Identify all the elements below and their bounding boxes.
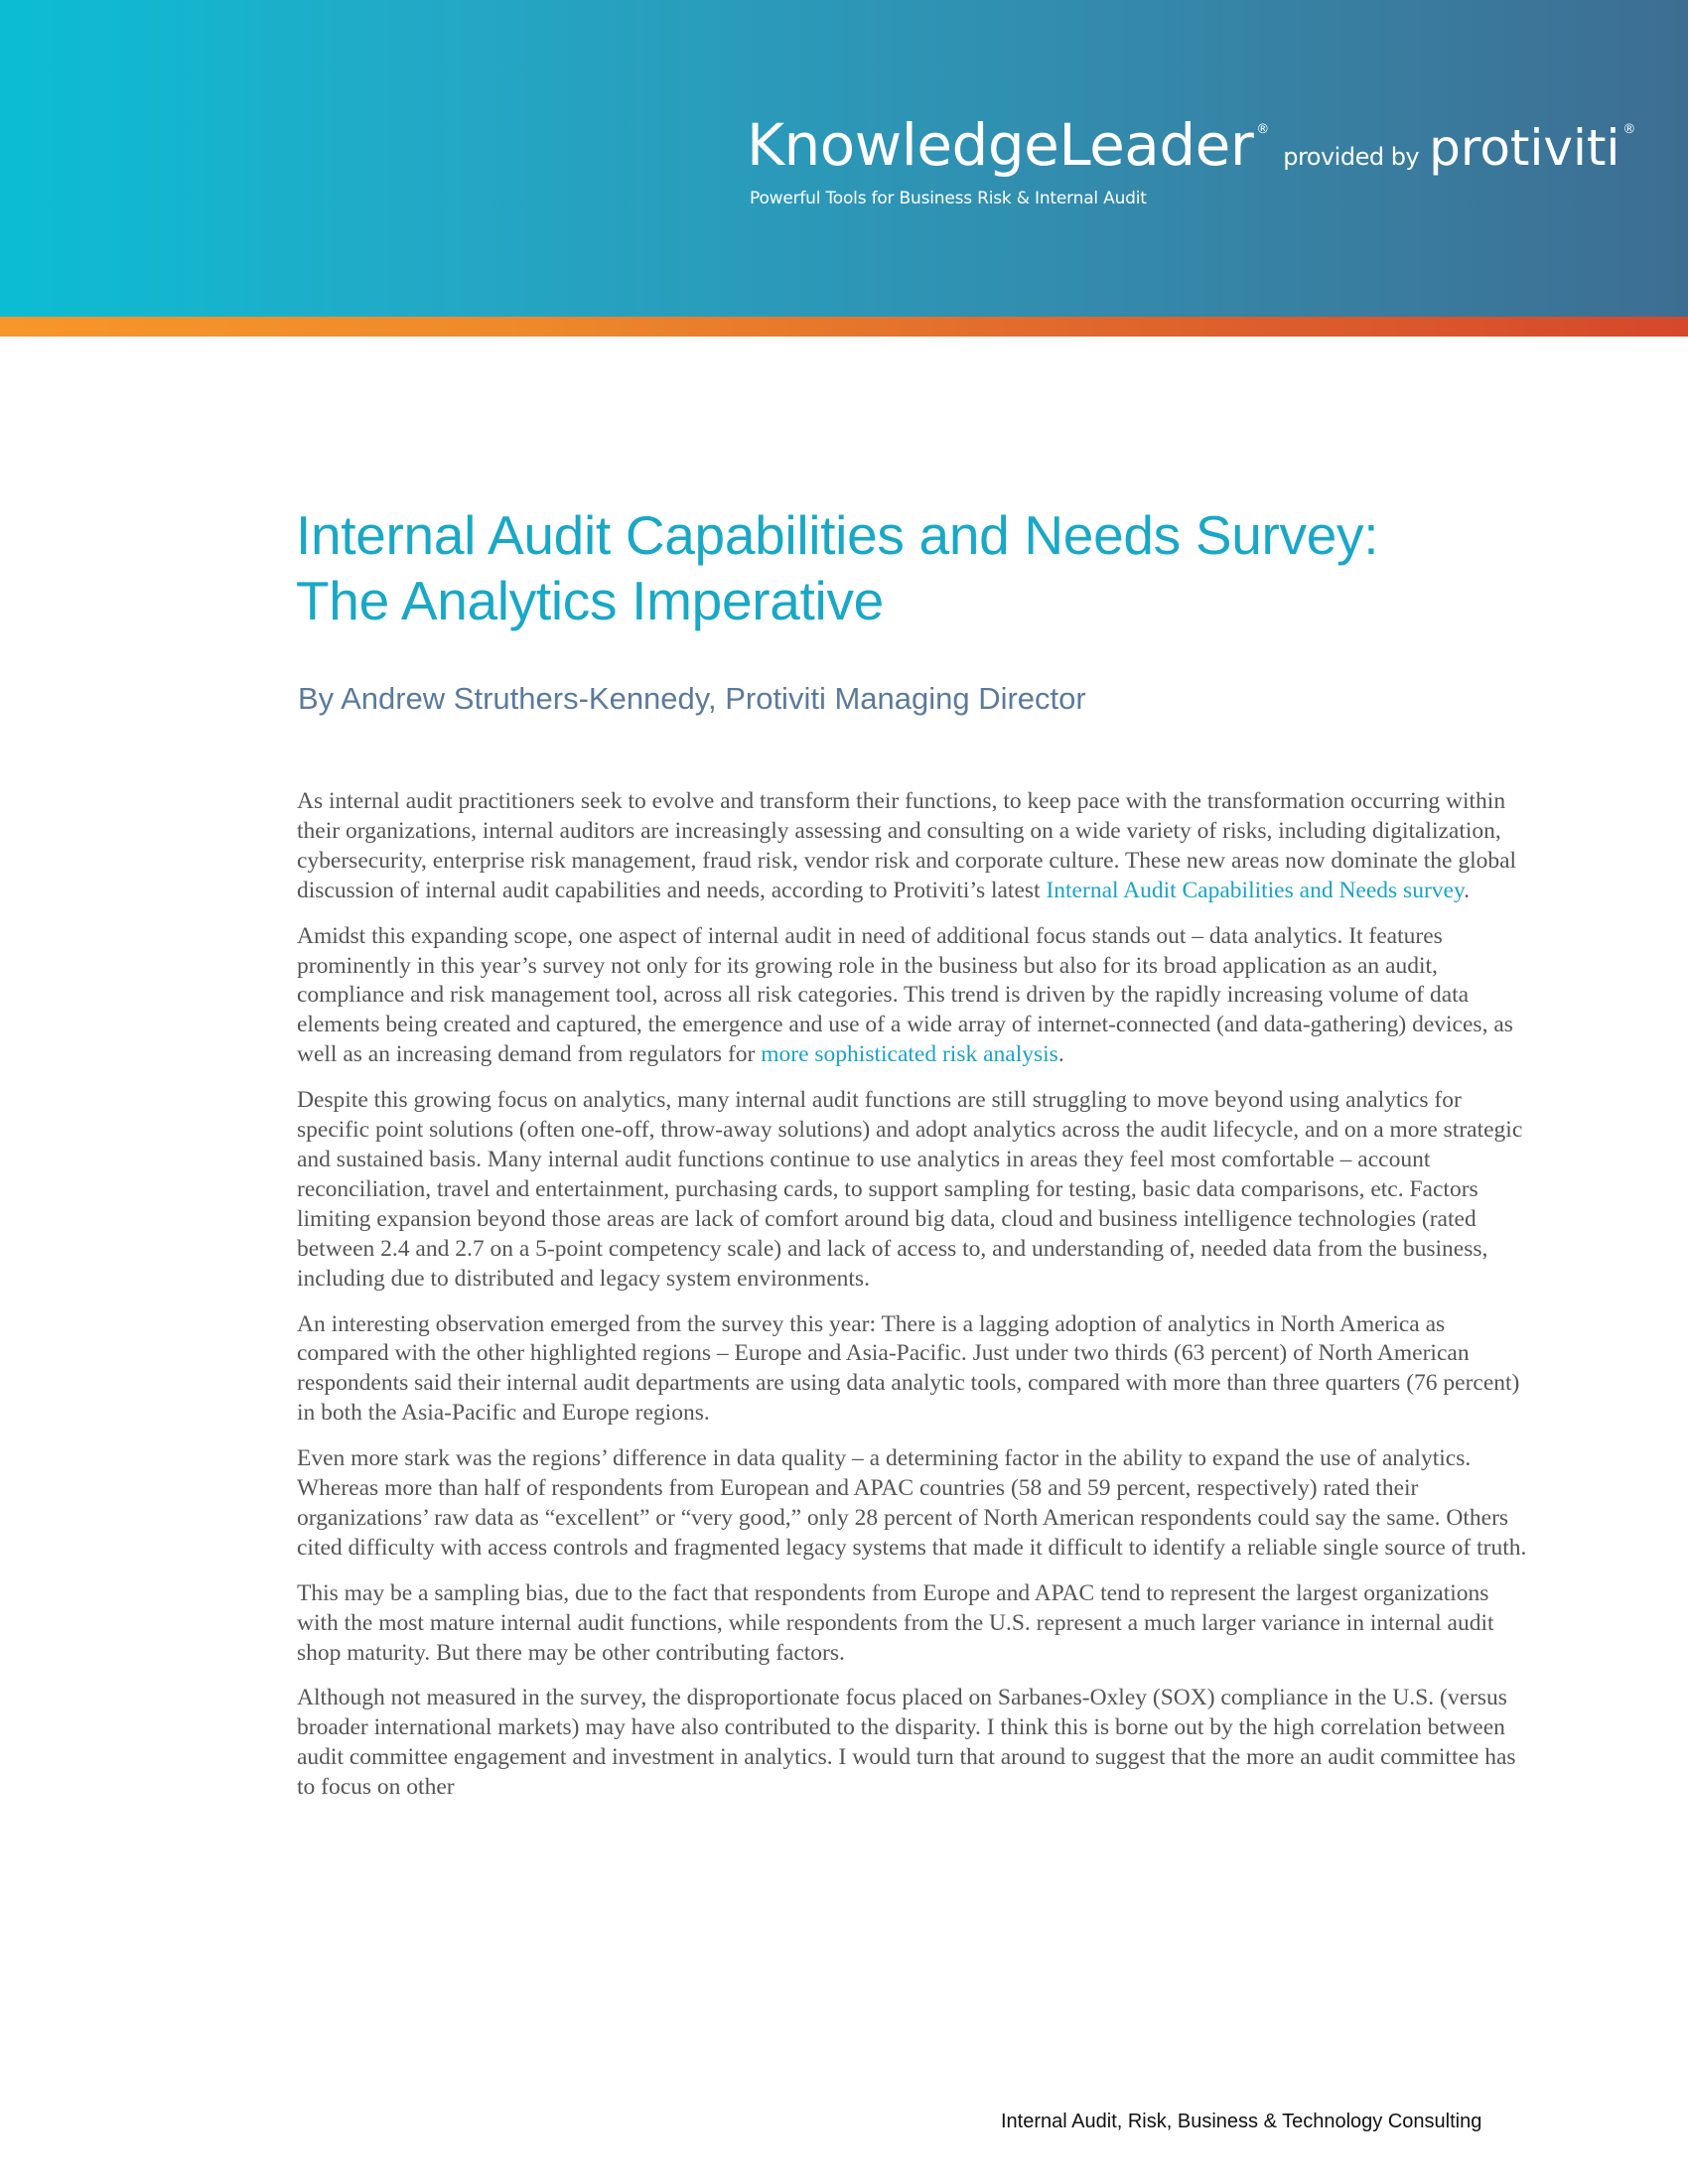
survey-link[interactable]: Internal Audit Capabilities and Needs survey [1046,877,1465,903]
paragraph-text: . [1464,877,1471,903]
paragraph-3: Despite this growing focus on analytics, many internal audit functions are still struggling to move beyond using analytics for specific point solutions (often one-off, throw-away solutions) and adopt analytics across the audit lifecycle, and on a more strategic and sustained basis. Many internal audit functions continue to use analytics in areas they feel most comfortable – account reconciliation, travel and entertainment, purchasing cards, to support sampling for testing, basic data comparisons, etc. Factors limiting expansion beyond those areas are lack of comfort around big data, cloud and business intelligence technologies (rated between 2.4 and 2.7 on a 5-point competency scale) and lack of access to, and understanding of, needed data from the business, including due to distributed and legacy system environments. [297,1087,1523,1292]
article-body [297,787,1533,1819]
paragraph-text: . [1057,1041,1064,1068]
paragraph-6: This may be a sampling bias, due to the fact that respondents from Europe and APAC tend to represent the largest organizations with the most mature internal audit functions, while respondents from the U.S. represent a much larger variance in internal audit shop maturity. But there may be other contributing factors. [297,1579,1494,1666]
paragraph-text: As internal audit practitioners seek to evolve and transform their functions, to keep pace with the transformation occurring within their organizations, internal auditors are increasingly assessing and consulting on a wide variety of risks, including digitalization, cybersecurity, enterprise risk management, fraud risk, vendor risk and corporate culture. These new areas now dominate the global discussion of internal audit capabilities and needs, according to Protiviti’s latest [297,788,1517,903]
paragraph-1 [297,787,1533,906]
registered-mark: ® [1256,122,1270,137]
title-line-2: The Analytics Imperative [296,570,884,631]
knowledgeleader-logo[interactable] [747,111,1635,179]
protiviti-logo: protiviti [1429,119,1620,177]
page-footer: Internal Audit, Risk, Business & Technology Consulting [1001,2111,1482,2132]
paragraph-text: Amidst this expanding scope, one aspect of internal audit in need of additional focus stands out – data analytics. It features prominently in this year’s survey not only for its growing role in the business but also for its broad application as an audit, compliance and risk management tool, across all risk categories. This trend is driven by the rapidly increasing volume of data elements being created and captured, the emergence and use of a wide array of internet-connected (and data-gathering) devices, as well as an increasing demand from regulators for [297,922,1513,1068]
header-banner [0,0,1688,317]
brand-tagline: Powerful Tools for Business Risk & Internal Audit [750,189,1147,208]
article-title [296,502,1587,633]
paragraph-5: Even more stark was the regions’ difference in data quality – a determining factor in the ability to expand the use of analytics. Whereas more than half of respondents from European and APAC countries (58 and 59 percent, respectively) rated their organizations’ raw data as “excellent” or “very good,” only 28 percent of North American respondents could say the same. Others cited difficulty with access controls and fragmented legacy systems that made it difficult to identify a reliable single source of truth. [297,1445,1527,1561]
partner-registered-mark: ® [1622,122,1636,137]
risk-analysis-link[interactable]: more sophisticated risk analysis [761,1041,1058,1068]
brand-name: KnowledgeLeader [747,111,1254,179]
provided-by-text: provided by [1283,143,1420,171]
paragraph-4: An interesting observation emerged from the survey this year: There is a lagging adoption of analytics in North America as compared with the other highlighted regions – Europe and Asia-Pacific. Just under two thirds (63 percent) of North American respondents said their internal audit departments are using data analytic tools, compared with more than three quarters (76 percent) in both the Asia-Pacific and Europe regions. [297,1310,1520,1427]
header-accent-stripe [0,317,1688,337]
paragraph-2 [297,922,1533,1071]
paragraph-7: Although not measured in the survey, the disproportionate focus placed on Sarbanes-Oxley (SOX) compliance in the U.S. (versus broader international markets) may have also contributed to the disparity. I think this is borne out by the high correlation between audit committee engagement and investment in analytics. I would turn that around to suggest that the more an audit committee has to focus on other [297,1685,1516,1801]
title-line-1: Internal Audit Capabilities and Needs Survey: [296,504,1379,566]
article-byline: By Andrew Struthers-Kennedy, Protiviti Managing Director [298,681,1086,716]
